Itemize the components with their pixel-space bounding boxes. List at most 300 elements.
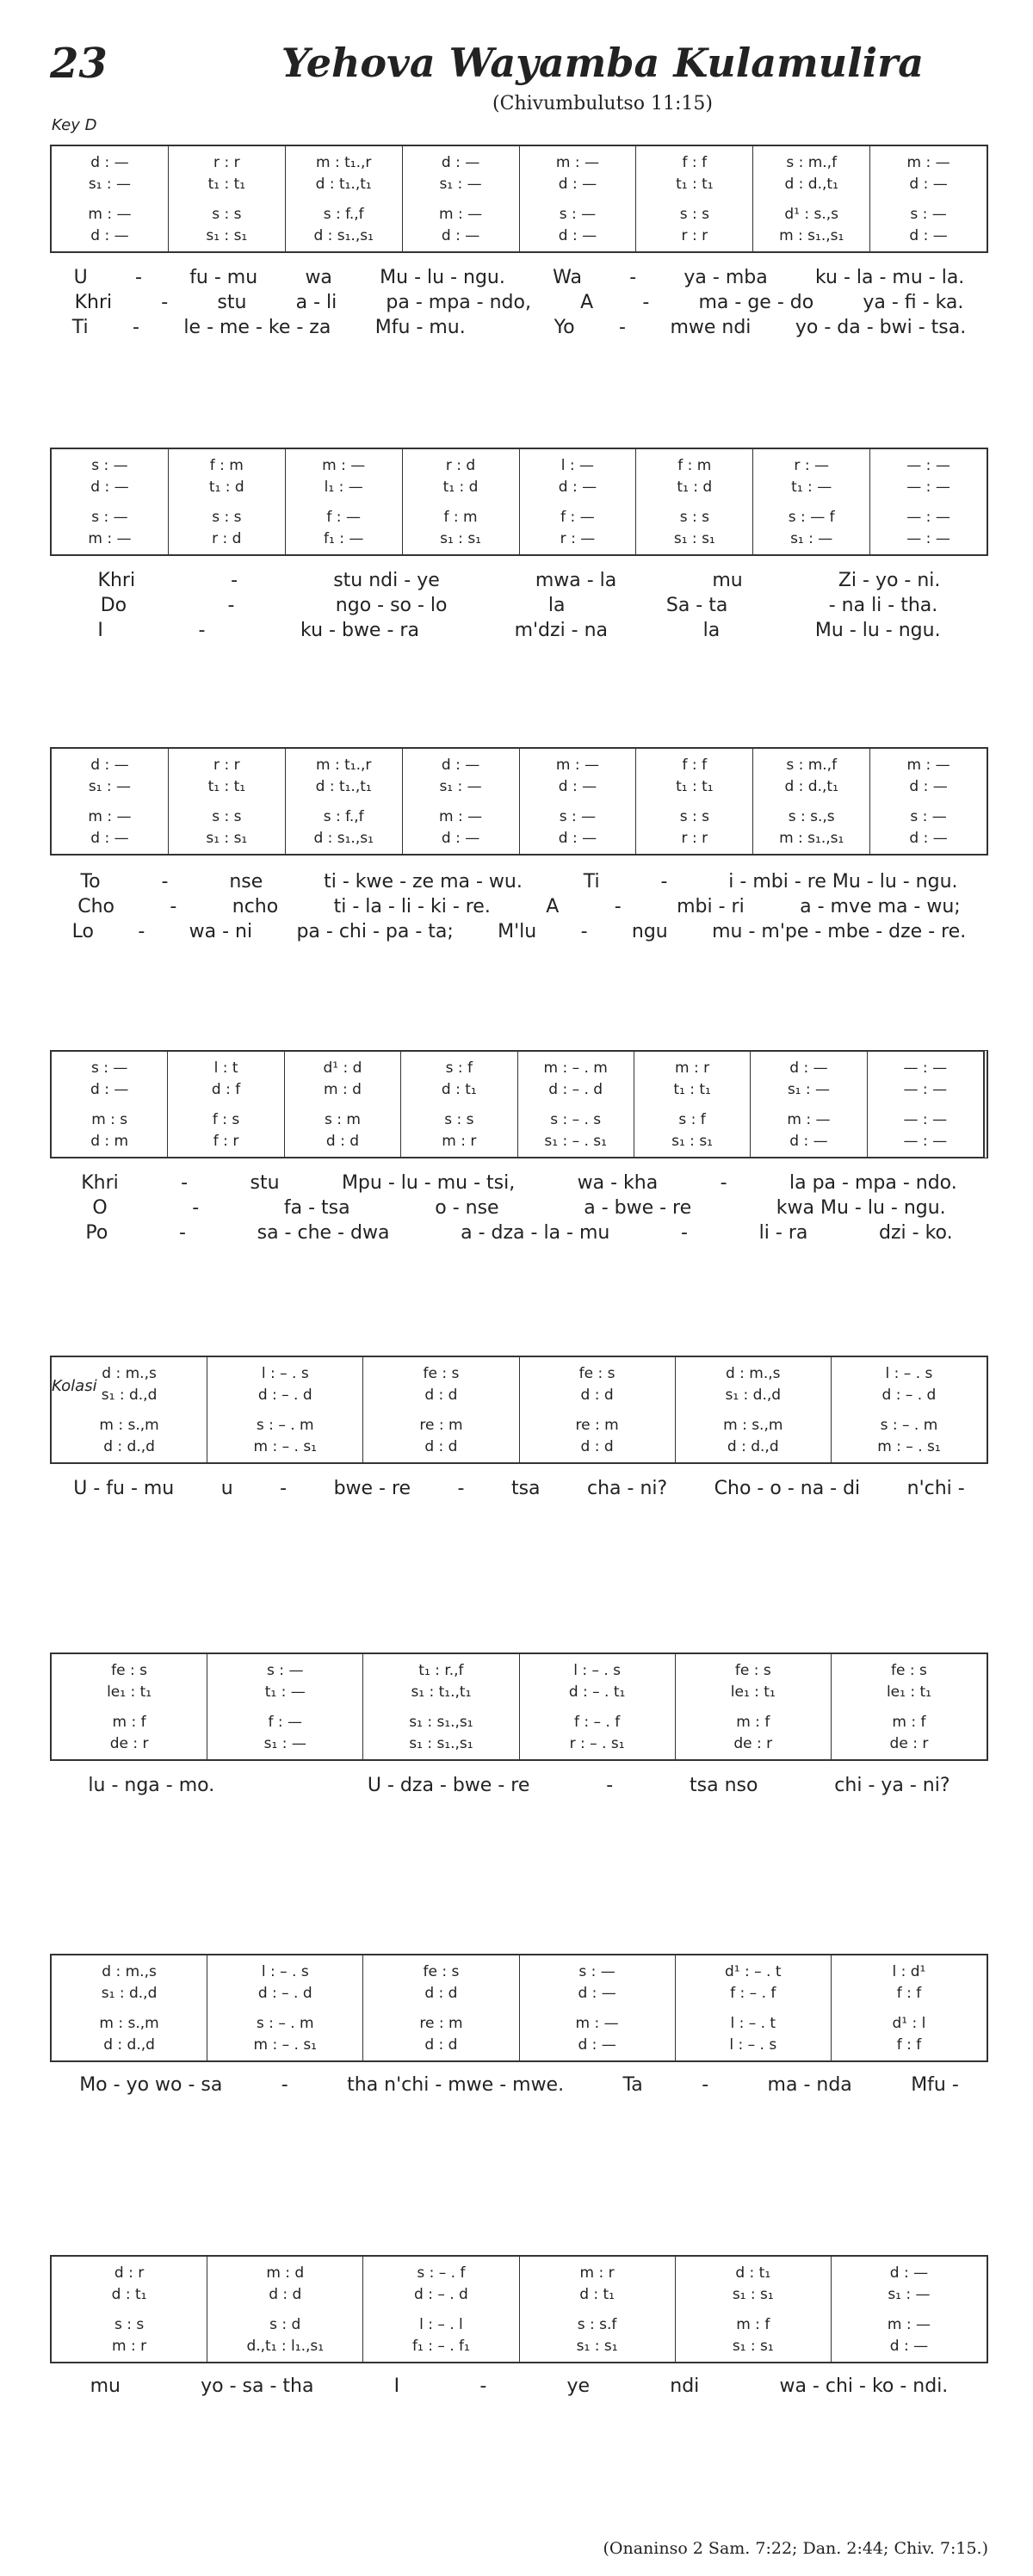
voice-notes: s : f.,f: [323, 807, 364, 825]
voice-notes: m : r: [442, 1132, 477, 1150]
voice-notes: d : – . t₁: [568, 1683, 626, 1701]
lyric-syllable: Po: [85, 1222, 108, 1244]
voice-notes: l : t: [213, 1059, 238, 1077]
measure: [285, 749, 402, 854]
voice-notes: f : f: [896, 1984, 922, 2002]
lyric-syllable: Mu - lu - ngu.: [814, 620, 941, 641]
voice-notes: s₁ : d.,d: [725, 1386, 782, 1404]
voice-notes: t₁ : d: [677, 478, 713, 496]
lyric-syllable: tha n'chi - mwe - mwe.: [347, 2074, 565, 2096]
lyric-syllable: -: [629, 267, 637, 288]
lyrics-block: [50, 568, 988, 643]
voice-notes: f₁ : – . f₁: [412, 2337, 470, 2355]
lyric-syllable: la: [702, 620, 721, 641]
lyric-syllable: u: [220, 1478, 233, 1499]
voice-notes: s₁ : s₁: [671, 1132, 713, 1150]
voice-notes: m : d: [266, 2264, 305, 2282]
voice-notes: d : t₁.,t₁: [315, 175, 372, 193]
voice-notes: d : t₁.,t₁: [315, 777, 372, 795]
voice-notes: d : – . d: [548, 1080, 603, 1098]
voice-notes: s : f: [445, 1059, 473, 1077]
lyric-syllable: A: [580, 292, 594, 313]
voice-notes: l : – . l: [419, 2315, 463, 2333]
lyric-syllable: -: [457, 1478, 465, 1499]
voice-notes: d : d.,t₁: [784, 777, 838, 795]
voice-notes: d : —: [441, 756, 480, 774]
voice-notes: d : —: [558, 478, 597, 496]
voice-notes: f : m: [209, 456, 244, 474]
voice-notes: s₁ : —: [88, 777, 132, 795]
lyric-syllable: li - ra: [758, 1222, 808, 1244]
voice-notes: d : —: [90, 829, 129, 847]
voice-notes: fe : s: [891, 1661, 927, 1679]
lyric-syllable: ye: [566, 2375, 591, 2397]
lyric-line: [50, 1171, 988, 1195]
measure: [519, 1357, 675, 1462]
hymn-title: Yehova Wayamba Kulamulira: [281, 40, 925, 86]
voice-notes: le₁ : t₁: [107, 1683, 152, 1701]
voice-notes: l : – . s: [261, 1962, 309, 1980]
measure: [402, 449, 519, 554]
voice-notes: d : —: [889, 2337, 929, 2355]
voice-notes: m : r: [579, 2264, 615, 2282]
voice-notes: m : – . s₁: [253, 1437, 317, 1455]
voice-notes: s : s: [212, 205, 242, 223]
lyric-syllable: mu: [90, 2375, 121, 2397]
voice-notes: l : – . s: [261, 1364, 309, 1382]
lyric-syllable: Khri: [97, 570, 136, 591]
measure: [519, 1955, 675, 2060]
voice-notes: s : – . m: [256, 1416, 314, 1434]
lyric-syllable: Khri: [81, 1172, 119, 1194]
measure: [831, 1654, 987, 1759]
voice-notes: re : m: [419, 2014, 463, 2032]
voice-notes: t₁ : —: [264, 1683, 306, 1701]
voice-notes: d : t₁: [735, 2264, 771, 2282]
lyrics-block: [50, 869, 988, 944]
voice-notes: de : r: [109, 1734, 149, 1752]
measure: [168, 146, 285, 251]
voice-notes: m : —: [906, 153, 950, 171]
voice-notes: s₁ : s₁: [576, 2337, 618, 2355]
voice-notes: s : s: [212, 508, 242, 526]
voice-notes: d : —: [558, 226, 597, 244]
lyric-line: [50, 2374, 988, 2399]
measure: [402, 749, 519, 854]
voice-notes: s : m.,f: [786, 756, 838, 774]
voice-notes: de : r: [733, 1734, 773, 1752]
lyric-syllable: -: [181, 1172, 189, 1194]
lyric-syllable: ndi: [670, 2375, 700, 2397]
voice-notes: d : t₁: [579, 2285, 615, 2303]
lyric-syllable: a - mve ma - wu;: [800, 896, 961, 917]
lyrics-block: [50, 1773, 988, 1798]
voice-notes: m : s.,m: [99, 1416, 159, 1434]
voice-notes: — : —: [906, 478, 950, 496]
lyric-syllable: ya - fi - ka.: [863, 292, 964, 313]
measure: [362, 2257, 518, 2362]
measure: [675, 1654, 831, 1759]
voice-notes: d : t₁: [441, 1080, 477, 1098]
voice-notes: s₁ : s₁: [732, 2337, 774, 2355]
lyric-syllable: Mo - yo wo - sa: [79, 2074, 223, 2096]
lyric-syllable: -: [681, 1222, 688, 1244]
music-system: [50, 1356, 988, 1464]
voice-notes: s : m.,f: [786, 153, 838, 171]
lyric-syllable: -: [281, 2074, 288, 2096]
voice-notes: t₁ : t₁: [207, 175, 246, 193]
voice-notes: d : – . d: [881, 1386, 937, 1404]
scripture-reference: (Chivumbulutso 11:15): [492, 93, 713, 114]
lyric-line: [50, 265, 988, 290]
voice-notes: s : —: [578, 1962, 615, 1980]
voice-notes: s₁ : —: [263, 1734, 306, 1752]
music-system: [50, 145, 988, 253]
lyric-syllable: -: [660, 871, 668, 893]
voice-notes: d : d.,d: [727, 1437, 779, 1455]
lyric-syllable: -: [227, 595, 235, 616]
voice-notes: l₁ : —: [324, 478, 363, 496]
lyric-syllable: sa - che - dwa: [257, 1222, 390, 1244]
measure: [831, 1357, 987, 1462]
lyric-syllable: O: [92, 1197, 108, 1219]
lyric-syllable: la pa - mpa - ndo.: [789, 1172, 957, 1194]
lyric-syllable: Sa - ta: [665, 595, 728, 616]
voice-notes: s : – . s: [550, 1110, 602, 1128]
lyric-syllable: mbi - ri: [677, 896, 745, 917]
voice-notes: m : —: [906, 756, 950, 774]
voice-notes: d : s₁.,s₁: [313, 226, 374, 244]
lyric-line: [50, 618, 988, 643]
lyric-syllable: a - dza - la - mu: [461, 1222, 610, 1244]
voice-notes: f : – . f: [573, 1713, 621, 1731]
measure: [831, 1955, 987, 2060]
lyric-syllable: -: [720, 1172, 727, 1194]
voice-notes: d : d: [424, 1386, 458, 1404]
voice-notes: m : —: [555, 153, 599, 171]
lyric-line: [50, 894, 988, 919]
voice-notes: m : —: [88, 205, 132, 223]
voice-notes: f : s: [212, 1110, 240, 1128]
voice-notes: s₁ : —: [790, 529, 833, 547]
lyric-syllable: dzi - ko.: [879, 1222, 953, 1244]
voice-notes: m : t₁.,r: [316, 756, 372, 774]
measure: [168, 749, 285, 854]
lyric-syllable: stu: [217, 292, 247, 313]
lyric-syllable: mwe ndi: [670, 317, 752, 338]
voice-notes: f : – . f: [730, 1984, 776, 2002]
lyric-syllable: ma - ge - do: [698, 292, 814, 313]
voice-notes: d : —: [909, 829, 948, 847]
measure: [752, 146, 869, 251]
lyrics-block: [50, 265, 988, 340]
voice-notes: m : —: [439, 205, 483, 223]
voice-notes: m : d: [323, 1080, 362, 1098]
lyric-syllable: Zi - yo - ni.: [838, 570, 941, 591]
voice-notes: f : f: [682, 756, 708, 774]
voice-notes: m : —: [787, 1110, 831, 1128]
measure: [752, 449, 869, 554]
lyric-syllable: M'lu: [498, 921, 537, 942]
voice-notes: s : s.f: [577, 2315, 617, 2333]
voice-notes: m : f: [736, 2315, 770, 2333]
voice-notes: f₁ : —: [324, 529, 364, 547]
voice-notes: — : —: [903, 1110, 948, 1128]
voice-notes: t₁ : d: [208, 478, 244, 496]
lyric-syllable: -: [170, 896, 177, 917]
lyric-syllable: -: [614, 896, 622, 917]
voice-notes: d : m.,s: [102, 1962, 157, 1980]
voice-notes: r : – . s₁: [569, 1734, 625, 1752]
voice-notes: d : – . d: [257, 1386, 312, 1404]
lyric-syllable: Mfu - mu.: [374, 317, 466, 338]
lyric-syllable: -: [280, 1478, 288, 1499]
lyric-syllable: I: [97, 620, 103, 641]
lyric-syllable: ya - mba: [684, 267, 768, 288]
voice-notes: d : —: [441, 153, 480, 171]
voice-notes: d : —: [909, 777, 948, 795]
voice-notes: re : m: [575, 1416, 619, 1434]
lyric-syllable: wa - ni: [189, 921, 253, 942]
voice-notes: d : —: [90, 1080, 129, 1098]
lyric-syllable: mu - m'pe - mbe - dze - re.: [712, 921, 967, 942]
voice-notes: s : s: [679, 807, 709, 825]
voice-notes: s₁ : —: [439, 175, 482, 193]
measure: [52, 1955, 207, 2060]
voice-notes: d : —: [578, 2035, 616, 2054]
measure: [675, 1357, 831, 1462]
voice-notes: m : – . m: [543, 1059, 608, 1077]
voice-notes: m : r: [675, 1059, 710, 1077]
lyric-line: [50, 1773, 988, 1798]
voice-notes: s : s: [444, 1110, 474, 1128]
voice-notes: de : r: [889, 1734, 929, 1752]
measure: [750, 1052, 866, 1157]
voice-notes: m : f: [112, 1713, 146, 1731]
voice-notes: d : —: [909, 175, 948, 193]
voice-notes: s₁ : —: [88, 175, 132, 193]
voice-notes: s : m: [324, 1110, 361, 1128]
voice-notes: f : —: [560, 508, 595, 526]
lyric-syllable: -: [178, 1222, 186, 1244]
lyric-line: [50, 568, 988, 593]
voice-notes: m : —: [439, 807, 483, 825]
voice-notes: t₁ : r.,f: [418, 1661, 464, 1679]
lyric-line: [50, 290, 988, 315]
voice-notes: m : – . s₁: [253, 2035, 317, 2054]
measure: [869, 449, 987, 554]
measure: [52, 1357, 207, 1462]
voice-notes: s : —: [267, 1661, 304, 1679]
voice-notes: s : —: [91, 456, 128, 474]
measure: [168, 449, 285, 554]
voice-notes: d : t₁: [111, 2285, 147, 2303]
voice-notes: s₁ : s₁: [732, 2285, 774, 2303]
voice-notes: f : f: [896, 2035, 922, 2054]
lyric-syllable: ti - la - li - ki - re.: [333, 896, 491, 917]
voice-notes: r : d: [212, 529, 242, 547]
lyric-syllable: cha - ni?: [587, 1478, 668, 1499]
measure: [52, 749, 168, 854]
voice-notes: — : —: [906, 508, 950, 526]
lyric-syllable: To: [80, 871, 101, 893]
lyric-syllable: U - fu - mu: [73, 1478, 175, 1499]
lyric-line: [50, 869, 988, 894]
lyric-syllable: stu: [250, 1172, 280, 1194]
voice-notes: fe : s: [578, 1364, 615, 1382]
lyric-syllable: mwa - la: [535, 570, 617, 591]
measure: [284, 1052, 400, 1157]
music-system: [50, 1652, 988, 1761]
voice-notes: s : s: [212, 807, 242, 825]
voice-notes: s₁ : d.,d: [101, 1984, 158, 2002]
lyric-syllable: wa - chi - ko - ndi.: [779, 2375, 949, 2397]
measure: [675, 1955, 831, 2060]
lyric-line: [50, 315, 988, 340]
voice-notes: le₁ : t₁: [886, 1683, 931, 1701]
voice-notes: s : – . m: [880, 1416, 938, 1434]
voice-notes: s₁ : d.,d: [101, 1386, 158, 1404]
voice-notes: le₁ : t₁: [730, 1683, 776, 1701]
lyrics-block: [50, 1171, 988, 1245]
voice-notes: s : s: [114, 2315, 145, 2333]
voice-notes: s : —: [559, 807, 597, 825]
music-system: [50, 2255, 988, 2363]
lyric-syllable: U - dza - bwe - re: [367, 1775, 530, 1796]
voice-notes: t₁ : d: [442, 478, 479, 496]
voice-notes: d¹ : s.,s: [784, 205, 839, 223]
voice-notes: d : d.,d: [103, 1437, 155, 1455]
voice-notes: l : – . s: [885, 1364, 933, 1382]
lyric-syllable: -: [133, 317, 139, 338]
voice-notes: d : —: [578, 1984, 616, 2002]
voice-notes: d : —: [441, 829, 480, 847]
voice-notes: s₁ : —: [787, 1080, 831, 1098]
voice-notes: re : m: [419, 1416, 463, 1434]
voice-notes: m : s: [91, 1110, 128, 1128]
footer-references: (Onaninso 2 Sam. 7:22; Dan. 2:44; Chiv. 7:15.): [603, 2539, 988, 2558]
lyric-syllable: pa - chi - pa - ta;: [296, 921, 454, 942]
hymn-number: 23: [50, 40, 108, 88]
measure: [519, 2257, 675, 2362]
measure: [519, 749, 636, 854]
voice-notes: d¹ : l: [892, 2014, 926, 2032]
lyric-syllable: kwa Mu - lu - ngu.: [776, 1197, 946, 1219]
voice-notes: m : s₁.,s₁: [779, 829, 844, 847]
lyrics-block: [50, 2073, 988, 2097]
voice-notes: d : s₁.,s₁: [313, 829, 374, 847]
voice-notes: d : f: [211, 1080, 241, 1098]
lyric-syllable: n'chi -: [906, 1478, 965, 1499]
lyric-syllable: tsa nso: [690, 1775, 758, 1796]
voice-notes: m : s.,m: [99, 2014, 159, 2032]
measure: [52, 146, 168, 251]
lyric-syllable: -: [702, 2074, 709, 2096]
lyric-syllable: Cho: [77, 896, 114, 917]
lyric-syllable: ngu: [631, 921, 668, 942]
voice-notes: fe : s: [423, 1962, 460, 1980]
music-system: [50, 747, 988, 856]
voice-notes: s₁ : s₁: [673, 529, 715, 547]
lyric-syllable: wa - kha: [577, 1172, 659, 1194]
voice-notes: r : —: [560, 529, 596, 547]
voice-notes: f : —: [268, 1713, 303, 1731]
voice-notes: t₁ : t₁: [676, 175, 714, 193]
voice-notes: m : r: [112, 2337, 147, 2355]
voice-notes: t₁ : t₁: [207, 777, 246, 795]
measure: [867, 1052, 983, 1157]
voice-notes: l : d¹: [892, 1962, 926, 1980]
voice-notes: f : r: [213, 1132, 239, 1150]
voice-notes: f : f: [682, 153, 708, 171]
voice-notes: d : —: [558, 829, 597, 847]
measure: [831, 2257, 987, 2362]
measure: [207, 1654, 362, 1759]
voice-notes: m : —: [555, 756, 599, 774]
voice-notes: d : d: [269, 2285, 302, 2303]
lyric-syllable: -: [192, 1197, 200, 1219]
measure: [675, 2257, 831, 2362]
measure: [207, 2257, 362, 2362]
voice-notes: s₁ : – . s₁: [544, 1132, 607, 1150]
lyric-syllable: -: [606, 1775, 614, 1796]
kolasi-label: Kolasi: [52, 1377, 97, 1395]
voice-notes: s : d: [269, 2315, 301, 2333]
voice-notes: d : r: [114, 2264, 145, 2282]
voice-notes: s : s: [679, 205, 709, 223]
voice-notes: f : —: [326, 508, 361, 526]
lyric-syllable: Mfu -: [911, 2074, 959, 2096]
voice-notes: d.,t₁ : l₁.,s₁: [246, 2337, 325, 2355]
measure: [519, 146, 636, 251]
measure: [869, 749, 987, 854]
voice-notes: d : d: [424, 1437, 458, 1455]
voice-notes: d¹ : d: [323, 1059, 362, 1077]
voice-notes: d : m: [90, 1132, 129, 1150]
voice-notes: — : —: [903, 1132, 948, 1150]
voice-notes: m : s₁.,s₁: [779, 226, 844, 244]
voice-notes: — : —: [906, 456, 950, 474]
voice-notes: — : —: [903, 1059, 948, 1077]
lyric-syllable: lu - nga - mo.: [88, 1775, 215, 1796]
voice-notes: d : d: [325, 1132, 359, 1150]
measure: [634, 1052, 750, 1157]
voice-notes: r : d: [445, 456, 476, 474]
voice-notes: d : —: [558, 175, 597, 193]
voice-notes: f : m: [677, 456, 712, 474]
lyric-syllable: Mu - lu - ngu.: [380, 267, 505, 288]
voice-notes: s : – . m: [256, 2014, 314, 2032]
measure: [52, 1052, 167, 1157]
lyric-syllable: ma - nda: [767, 2074, 852, 2096]
voice-notes: — : —: [906, 529, 950, 547]
voice-notes: s₁ : t₁.,t₁: [411, 1683, 472, 1701]
lyric-syllable: stu ndi - ye: [333, 570, 440, 591]
key-label: Key D: [52, 116, 97, 134]
lyric-syllable: o - nse: [435, 1197, 499, 1219]
voice-notes: s : s: [679, 508, 709, 526]
voice-notes: s₁ : s₁.,s₁: [409, 1713, 473, 1731]
voice-notes: s : —: [910, 205, 947, 223]
voice-notes: m : —: [88, 529, 132, 547]
measure: [402, 146, 519, 251]
voice-notes: d : d: [580, 1386, 614, 1404]
voice-notes: d : m.,s: [725, 1364, 781, 1382]
lyric-syllable: yo - sa - tha: [201, 2375, 314, 2397]
voice-notes: s : —: [90, 1059, 128, 1077]
voice-notes: fe : s: [734, 1661, 771, 1679]
voice-notes: d : – . d: [414, 2285, 468, 2303]
